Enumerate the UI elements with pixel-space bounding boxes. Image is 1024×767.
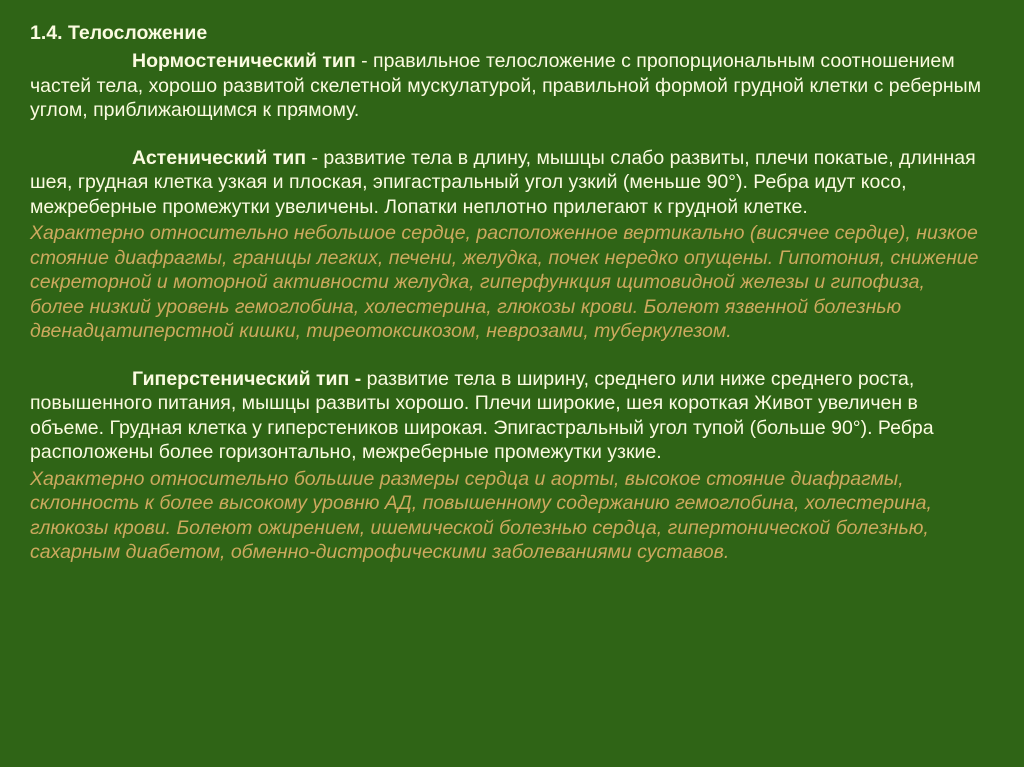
hypersthenic-text: развитие тела в ширину, среднего или ниже среднего роста, повышенного питания, мышцы развиты хорошо. Плечи широкие, шея короткая Живот увеличен в объеме. Грудная клетка у гиперстеников широкая. Эпигастральный угол тупой (больше 90°). Ребра расположены более горизонтально, межреберные промежутки узкие. [30,367,934,463]
hypersthenic-term: Гиперстенический тип - [132,367,362,390]
asthenic-term: Астенический тип [132,146,307,169]
asthenic-text: - развитие тела в длину, мышцы слабо развиты, плечи покатые, длинная шея, грудная клетка узкая и плоская, эпигастральный угол узкий (меньше 90°). Ребра идут косо, межреберные промежутки увеличены. Лопатки неплотно прилегают к грудной клетке. [30,146,976,218]
normosthenic-term: Нормостенический тип [132,50,356,72]
spacer [30,123,982,146]
normosthenic-paragraph [30,49,982,123]
asthenic-paragraph [30,146,982,220]
slide-title: 1.4. Телосложение [30,22,208,44]
normosthenic-text: - правильное телосложение с пропорциональным соотношением частей тела, хорошо развитой скелетной мускулатурой, правильной формой грудной клетки с реберным углом, приближающимся к прямому. [30,50,982,121]
asthenic-note: Характерно относительно небольшое сердце, расположенное вертикально (висячее сердце), низкое стояние диафрагмы, границы легких, печени, желудка, почек нередко опущены. Гипотония, снижение секреторной и моторной активности желудка, гиперфункция щитовидной железы и гипофиза, более низкий уровень гемоглобина, холестерина, глюкозы крови. Болеют язвенной болезнью двенадцатиперстной кишки, тиреотоксикозом, неврозами, туберкулезом. [30,222,979,342]
hypersthenic-note: Характерно относительно большие размеры сердца и аорты, высокое стояние диафрагмы, склонность к более высокому уровню АД, повышенному содержанию гемоглобина, холестерина, глюкозы крови. Болеют ожирением, ишемической болезнью сердца, гипертонической болезнью, сахарным диабетом, обменно-дистрофическими заболеваниями суставов. [30,467,932,563]
hypersthenic-paragraph [30,367,982,465]
spacer [30,344,982,367]
